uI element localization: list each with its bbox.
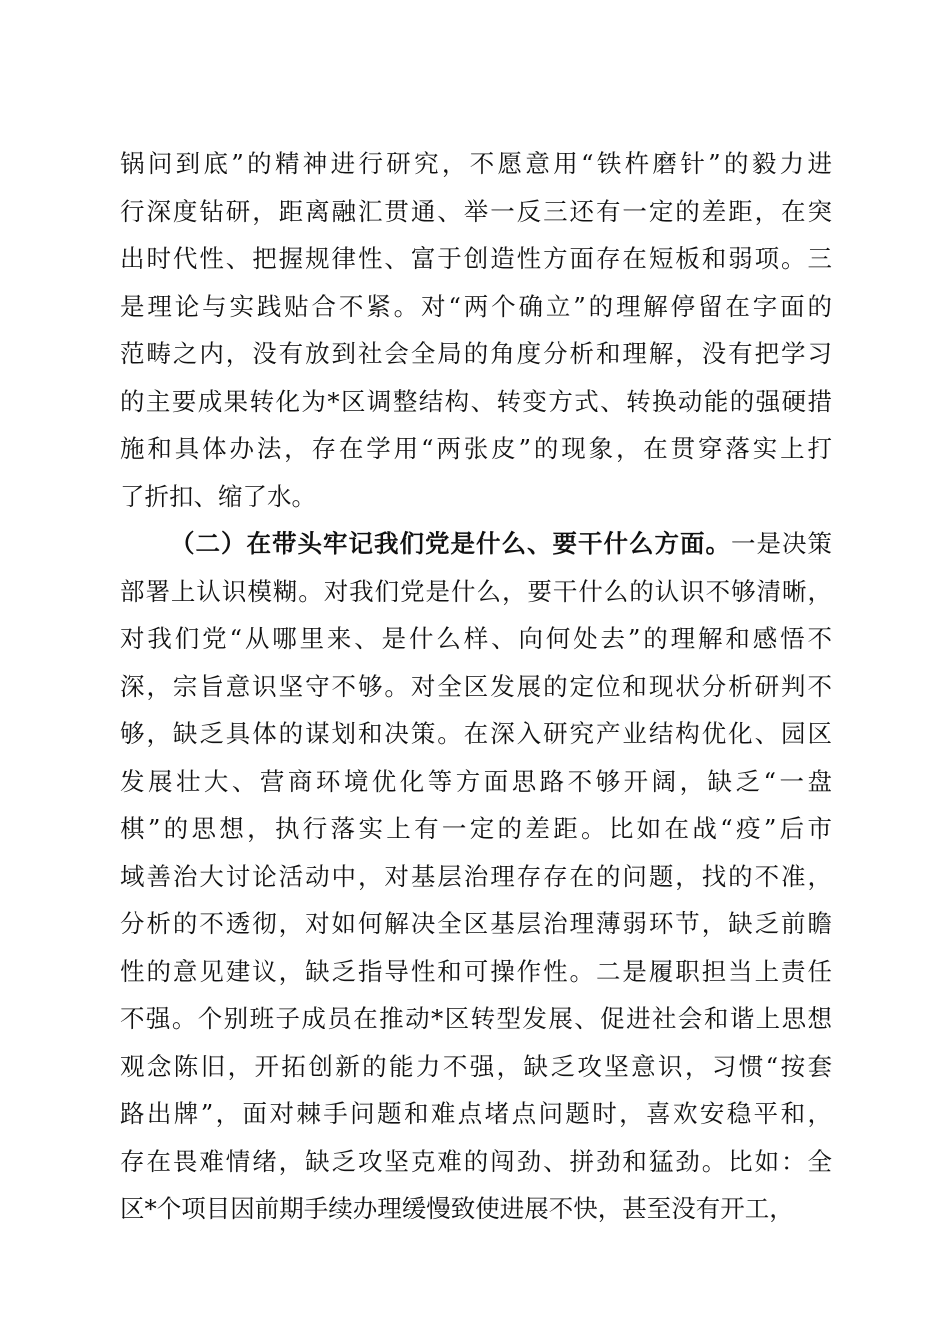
text-line: 范畴之内，没有放到社会全局的角度分析和理解，没有把学习 xyxy=(120,339,832,368)
text-line: 出时代性、把握规律性、富于创造性方面存在短板和弱项。三 xyxy=(120,244,832,273)
text-line: 深，宗旨意识坚守不够。对全区发展的定位和现状分析研判不 xyxy=(120,671,832,701)
text-line: 够，缺乏具体的谋划和决策。在深入研究产业结构优化、园区 xyxy=(120,719,832,748)
text-line: 观念陈旧，开拓创新的能力不强，缺乏攻坚意识，习惯“按套 xyxy=(120,1051,832,1081)
text-line: 对我们党“从哪里来、是什么样、向何处去”的理解和感悟不 xyxy=(120,624,832,653)
text-line: 分析的不透彻，对如何解决全区基层治理薄弱环节，缺乏前瞻 xyxy=(120,909,832,938)
text-run: 一是决策 xyxy=(731,529,832,558)
section-heading: （二）在带头牢记我们党是什么、要干什么方面。 xyxy=(170,529,731,558)
text-line: 行深度钻研，距离融汇贯通、举一反三还有一定的差距，在突 xyxy=(120,196,832,226)
text-line: 部署上认识模糊。对我们党是什么，要干什么的认识不够清晰， xyxy=(120,576,832,606)
text-line: 域善治大讨论活动中，对基层治理存存在的问题，找的不准， xyxy=(120,861,832,891)
text-line: 存在畏难情绪，缺乏攻坚克难的闯劲、拼劲和猛劲。比如：全 xyxy=(120,1146,832,1176)
text-line: 路出牌”，面对棘手问题和难点堵点问题时，喜欢安稳平和， xyxy=(120,1099,832,1128)
text-line: 性的意见建议，缺乏指导性和可操作性。二是履职担当上责任 xyxy=(120,956,832,986)
text-line: 的主要成果转化为*区调整结构、转变方式、转换动能的强硬措 xyxy=(120,386,832,416)
text-line: 棋”的思想，执行落实上有一定的差距。比如在战“疫”后市 xyxy=(120,814,832,843)
text-line: 了折扣、缩了水。 xyxy=(120,481,316,511)
text-line: 不强。个别班子成员在推动*区转型发展、促进社会和谐上思想 xyxy=(120,1004,832,1033)
text-line: 发展壮大、营商环境优化等方面思路不够开阔，缺乏“一盘 xyxy=(120,766,832,796)
section-heading-line xyxy=(120,520,832,568)
text-line: 锅问到底”的精神进行研究，不愿意用“铁杵磨针”的毅力进 xyxy=(120,149,832,178)
text-line: 是理论与实践贴合不紧。对“两个确立”的理解停留在字面的 xyxy=(120,291,832,321)
document-body xyxy=(120,140,832,1233)
text-line: 区*个项目因前期手续办理缓慢致使进展不快，甚至没有开工， xyxy=(120,1194,794,1223)
text-line: 施和具体办法，存在学用“两张皮”的现象，在贯穿落实上打 xyxy=(120,434,832,463)
